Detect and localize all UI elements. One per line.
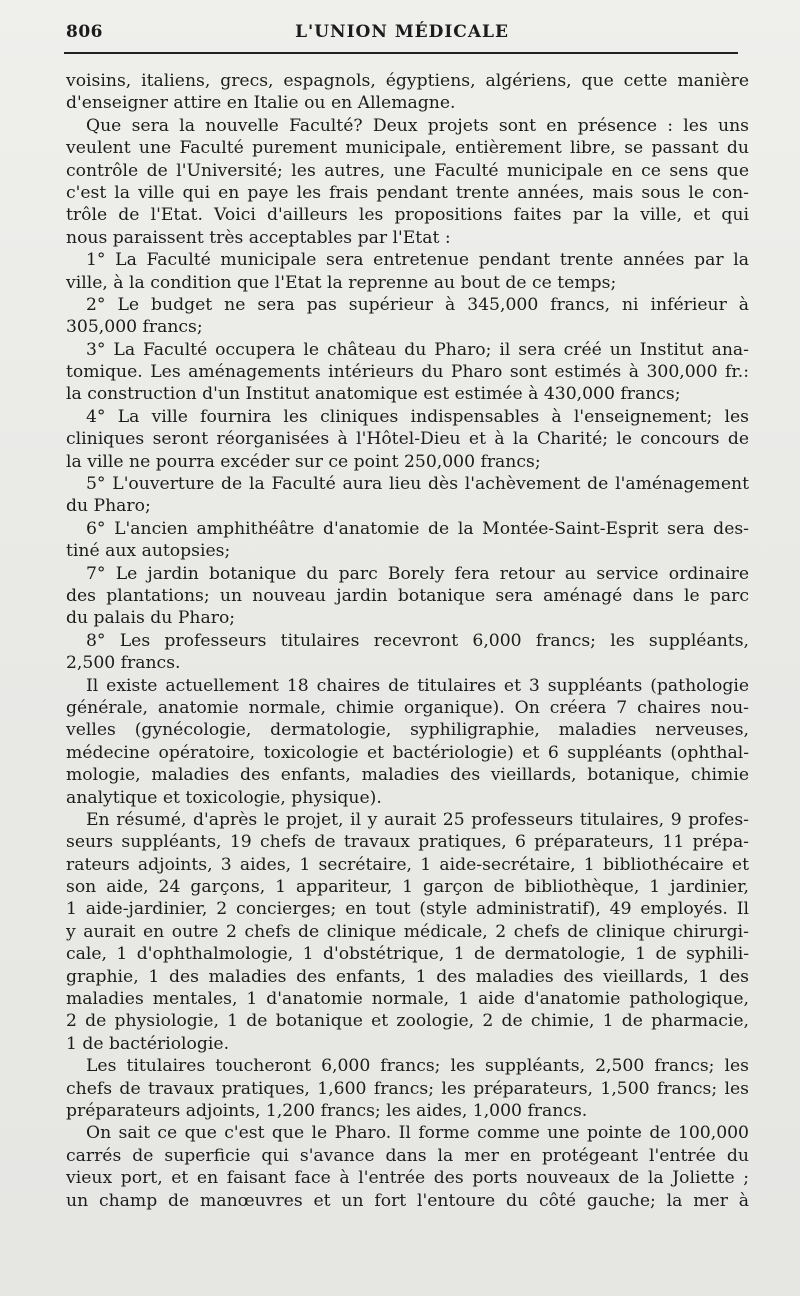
text-line: tomique. Les aménagements intérieurs du Pharo sont estimés à 300,000 fr.: xyxy=(66,362,749,383)
text-line: 1 aide-jardinier, 2 concierges; en tout (style administratif), 49 employés. Il xyxy=(66,899,749,920)
text-line: la construction d'un Institut anatomique est estimée à 430,000 francs; xyxy=(66,384,681,405)
text-line: 8° Les professeurs titulaires recevront 6,000 francs; les suppléants, xyxy=(86,630,749,651)
text-line: Que sera la nouvelle Faculté? Deux projets sont en présence : les uns xyxy=(86,115,749,136)
text-line: seurs suppléants, 19 chefs de travaux pratiques, 6 préparateurs, 11 prépa- xyxy=(66,832,749,853)
text-line: générale, anatomie normale, chimie organique). On créera 7 chaires nou- xyxy=(66,697,749,718)
text-line: cliniques seront réorganisées à l'Hôtel-Dieu et à la Charité; le concours de xyxy=(66,429,749,450)
text-line: 7° Le jardin botanique du parc Borely fera retour au service ordinaire xyxy=(86,563,749,584)
text-line: ville, à la condition que l'Etat la reprenne au bout de ce temps; xyxy=(66,272,617,293)
text-line: nous paraissent très acceptables par l'Etat : xyxy=(66,227,451,248)
text-line: préparateurs adjoints, 1,200 francs; les aides, 1,000 francs. xyxy=(66,1100,588,1121)
page-header xyxy=(66,22,738,46)
text-line: du Pharo; xyxy=(66,496,151,517)
text-line: la ville ne pourra excéder sur ce point 250,000 francs; xyxy=(66,451,541,472)
text-line: rateurs adjoints, 3 aides, 1 secrétaire, 1 aide-secrétaire, 1 bibliothécaire et xyxy=(66,854,749,875)
text-line: cale, 1 d'ophthalmologie, 1 d'obstétrique, 1 de dermatologie, 1 de syphili- xyxy=(66,944,749,965)
text-line: vieux port, et en faisant face à l'entrée des ports nouveaux de la Joliette ; xyxy=(66,1168,749,1189)
page-number: 806 xyxy=(66,22,103,42)
text-line: 4° La ville fournira les cliniques indispensables à l'enseignement; les xyxy=(86,406,749,427)
text-line: 305,000 francs; xyxy=(66,317,203,338)
text-line: 1 de bactériologie. xyxy=(66,1033,230,1054)
text-line: c'est la ville qui en paye les frais pendant trente années, mais sous le con- xyxy=(66,182,749,203)
header-rule xyxy=(64,52,738,54)
text-line: un champ de manœuvres et un fort l'entoure du côté gauche; la mer à xyxy=(66,1190,749,1211)
text-line: y aurait en outre 2 chefs de clinique médicale, 2 chefs de clinique chirurgi- xyxy=(66,921,749,942)
page-footer xyxy=(0,1262,800,1292)
text-line: On sait ce que c'est que le Pharo. Il forme comme une pointe de 100,000 xyxy=(86,1123,749,1144)
text-line: médecine opératoire, toxicologie et bactériologie) et 6 suppléants (ophthal- xyxy=(66,742,749,763)
text-line: 6° L'ancien amphithéâtre d'anatomie de la Montée-Saint-Esprit sera des- xyxy=(86,518,749,539)
text-line: tiné aux autopsies; xyxy=(66,541,231,562)
text-line: mologie, maladies des enfants, maladies des vieillards, botanique, chimie xyxy=(66,765,749,786)
text-line: graphie, 1 des maladies des enfants, 1 des maladies des vieillards, 1 des xyxy=(66,966,749,987)
text-line: 2 de physiologie, 1 de botanique et zoologie, 2 de chimie, 1 de pharmacie, xyxy=(66,1011,749,1032)
text-line: veulent une Faculté purement municipale, entièrement libre, se passant du xyxy=(66,138,749,159)
text-line: contrôle de l'Université; les autres, une Faculté municipale en ce sens que xyxy=(66,160,749,181)
text-line: Il existe actuellement 18 chaires de titulaires et 3 suppléants (pathologie xyxy=(86,675,749,696)
text-line: 5° L'ouverture de la Faculté aura lieu dès l'achèvement de l'aménagement xyxy=(86,474,749,495)
text-line: 1° La Faculté municipale sera entretenue pendant trente années par la xyxy=(86,250,749,271)
running-title: L'UNION MÉDICALE xyxy=(295,22,509,42)
text-line: 3° La Faculté occupera le château du Pharo; il sera créé un Institut ana- xyxy=(86,339,749,360)
text-line: trôle de l'Etat. Voici d'ailleurs les propositions faites par la ville, et qui xyxy=(66,205,749,226)
text-line: chefs de travaux pratiques, 1,600 francs; les préparateurs, 1,500 francs; les xyxy=(66,1078,749,1099)
body-text xyxy=(66,70,749,1212)
text-line: des plantations; un nouveau jardin botanique sera aménagé dans le parc xyxy=(66,585,749,606)
text-line: du palais du Pharo; xyxy=(66,608,236,629)
text-line: En résumé, d'après le projet, il y aurait 25 professeurs titulaires, 9 profes- xyxy=(86,809,749,830)
text-line: 2° Le budget ne sera pas supérieur à 345,000 francs, ni inférieur à xyxy=(86,294,749,315)
text-line: carrés de superficie qui s'avance dans la mer en protégeant l'entrée du xyxy=(66,1145,749,1166)
text-line: 2,500 francs. xyxy=(66,653,181,674)
text-line: analytique et toxicologie, physique). xyxy=(66,787,382,808)
text-line: velles (gynécologie, dermatologie, syphiligraphie, maladies nerveuses, xyxy=(66,720,749,741)
text-line: son aide, 24 garçons, 1 appariteur, 1 garçon de bibliothèque, 1 jardinier, xyxy=(66,877,749,898)
text-line: maladies mentales, 1 d'anatomie normale, 1 aide d'anatomie pathologique, xyxy=(66,989,749,1010)
text-line: Les titulaires toucheront 6,000 francs; les suppléants, 2,500 francs; les xyxy=(86,1056,749,1077)
text-line: d'enseigner attire en Italie ou en Allemagne. xyxy=(66,93,456,114)
text-line: voisins, italiens, grecs, espagnols, égyptiens, algériens, que cette manière xyxy=(66,71,749,91)
